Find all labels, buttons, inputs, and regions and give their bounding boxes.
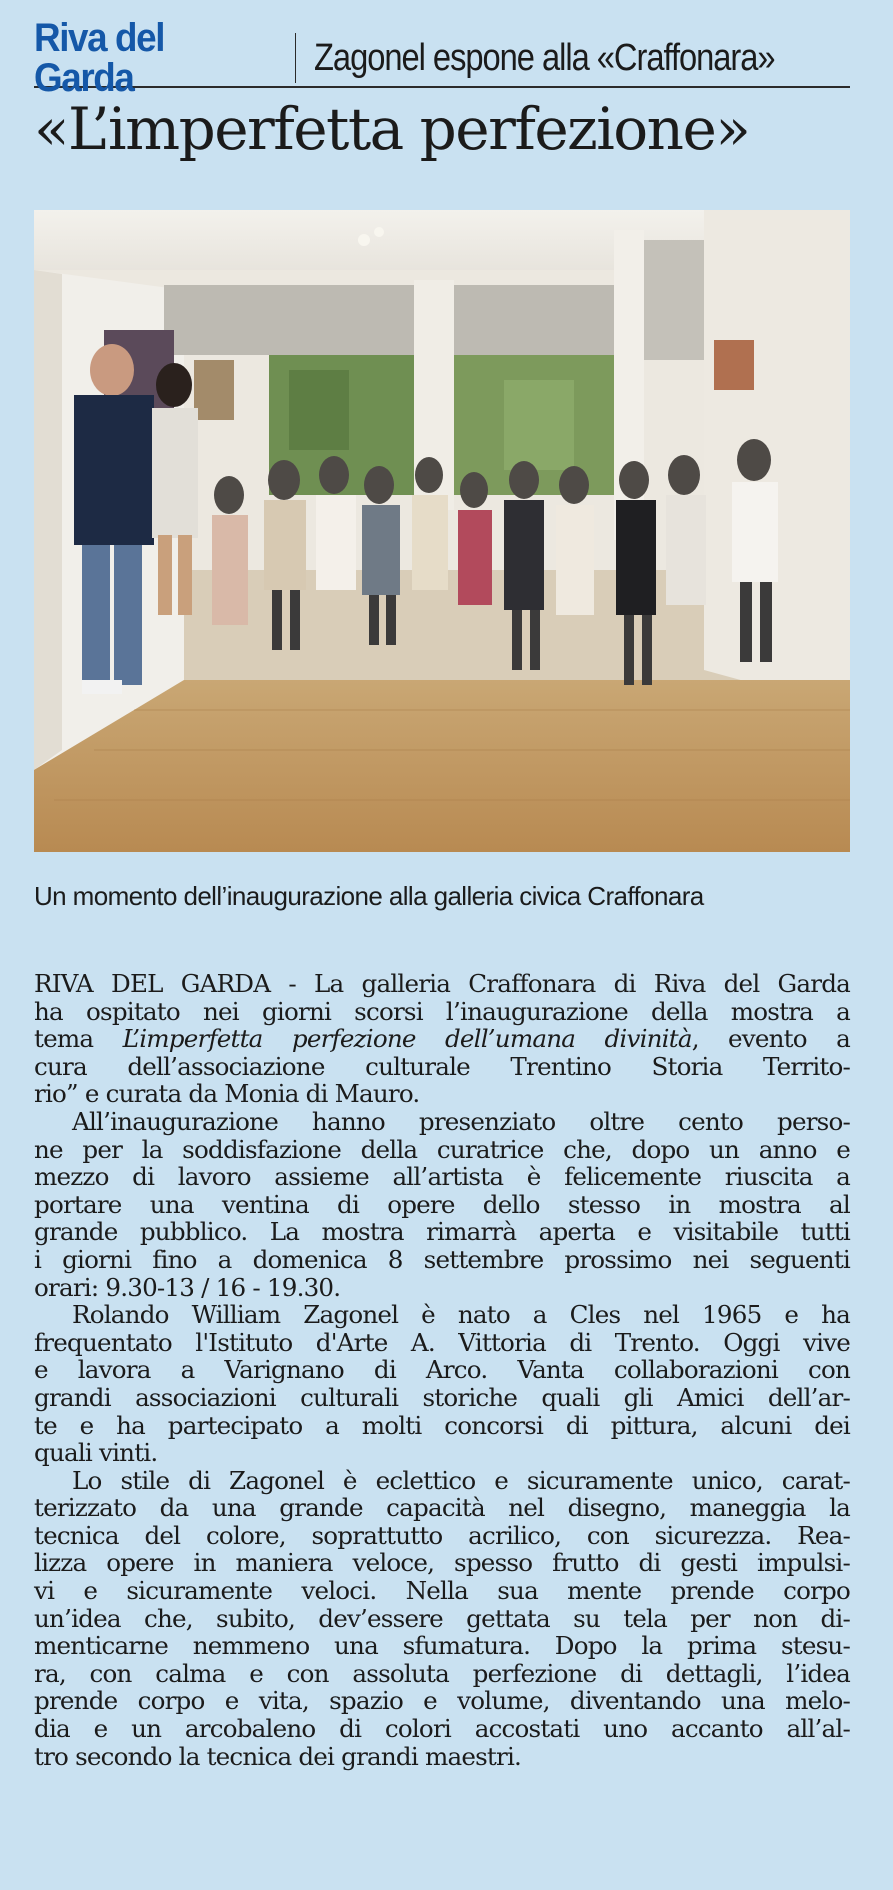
text-line: terizzato da una grande capacità nel disegno, maneggia la (34, 1493, 850, 1523)
article-paragraph-4 (34, 1467, 850, 1771)
article-paragraph-1 (34, 970, 850, 1108)
gallery-photo-illustration (34, 210, 850, 852)
photo-caption: Un momento dell’inaugurazione alla galleria civica Craffonara (34, 881, 704, 911)
text-line: dia e un arcobaleno di colori accostati uno accanto all’al- (34, 1714, 850, 1744)
text-line: menticarne nemmeno una sfumatura. Dopo la prima stesu- (34, 1631, 850, 1661)
article-subhead: Zagonel espone alla «Craffonara» (314, 37, 776, 79)
text-line: lizza opere in maniera veloce, spesso frutto di gesti impulsi- (34, 1548, 850, 1578)
text-line: grande pubblico. La mostra rimarrà aperta e visitabile tutti (34, 1217, 850, 1247)
text-line: mezzo di lavoro assieme all’artista è felicemente riuscita a (34, 1162, 850, 1192)
text-line: RIVA DEL GARDA - La galleria Craffonara di Riva del Garda (34, 969, 850, 998)
article-paragraph-2 (34, 1108, 850, 1301)
text-line: tecnica del colore, soprattutto acrilico, con sicurezza. Rea- (34, 1520, 850, 1550)
text-line: e lavora a Varignano di Arco. Vanta collaborazioni con (34, 1355, 850, 1385)
text-line: rio” e curata da Monia di Mauro. (34, 1079, 420, 1109)
text-line: grandi associazioni culturali storiche quali gli Amici dell’ar- (34, 1382, 850, 1412)
text-line: orari: 9.30-13 / 16 - 19.30. (34, 1272, 341, 1302)
article-paragraph-3 (34, 1301, 850, 1467)
article-body (34, 970, 850, 1770)
header-divider (295, 33, 297, 83)
text-line: ra, con calma e con assoluta perfezione di dettagli, l’idea (34, 1658, 850, 1688)
text-fragment: , evento a (691, 1024, 850, 1054)
text-line: ne per la soddisfazione della curatrice che, dopo un anno e (34, 1134, 850, 1164)
text-line: quali vinti. (34, 1438, 158, 1468)
text-line: Rolando William Zagonel è nato a Cles nel 1965 e ha (72, 1300, 850, 1330)
text-line: tro secondo la tecnica dei grandi maestri. (34, 1741, 522, 1771)
text-line: vi e sicuramente veloci. Nella sua mente prende corpo (34, 1576, 850, 1606)
text-line: All’inaugurazione hanno presenziato oltre cento perso- (72, 1106, 850, 1136)
text-fragment: tema (34, 1024, 123, 1054)
exhibition-title: L’imperfetta perfezione dell’umana divinità (122, 1024, 692, 1054)
text-line: te e ha partecipato a molti concorsi di pittura, alcuni dei (34, 1410, 850, 1440)
article-headline: «L’imperfetta perfezione» (34, 95, 750, 163)
article-header (34, 16, 850, 100)
text-line: ha ospitato nei giorni scorsi l’inaugurazione della mostra a (34, 996, 850, 1026)
text-line: frequentato l'Istituto d'Arte A. Vittoria di Trento. Oggi vive (34, 1327, 850, 1357)
text-line (34, 1025, 850, 1053)
text-line: i giorni fino a domenica 8 settembre prossimo nei seguenti (34, 1244, 850, 1274)
text-line: cura dell’associazione culturale Trentino Storia Territo- (34, 1051, 850, 1081)
text-line: prende corpo e vita, spazio e volume, diventando una melo- (34, 1686, 850, 1716)
text-line: portare una ventina di opere dello stesso in mostra al (34, 1189, 850, 1219)
text-line: Lo stile di Zagonel è eclettico e sicuramente unico, carat- (72, 1465, 850, 1495)
section-kicker: Riva del Garda (34, 16, 165, 100)
gallery-photo (34, 210, 850, 852)
text-line: un’idea che, subito, dev’essere gettata su tela per non di- (34, 1603, 850, 1633)
